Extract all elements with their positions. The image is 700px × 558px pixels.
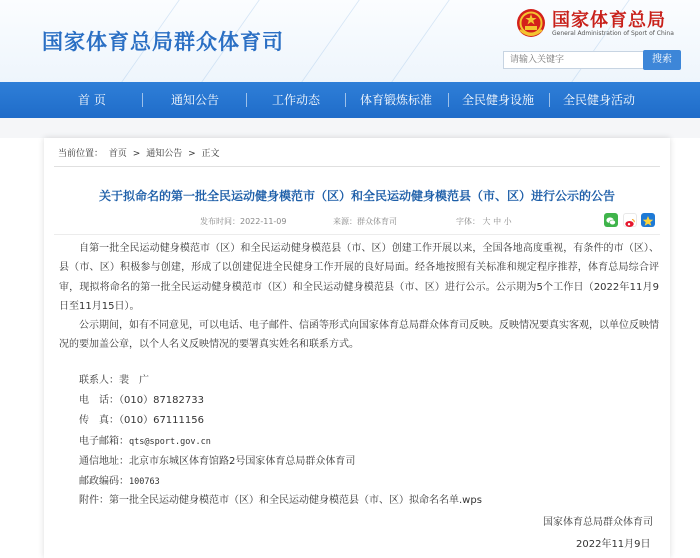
article-title: 关于拟命名的第一批全民运动健身模范市（区）和全民运动健身模范县（市、区）进行公示的公告 xyxy=(98,189,615,203)
paragraph: 自第一批全民运动健身模范市（区）和全民运动健身模范县（市、区）创建工作开展以来，全国各地高度重视，有条件的市（区）、县（市、区）积极参与创建，形成了以创建促进全民健身工作开展的良好局面。经各地按照有关标准和规定程序推荐，体育总局综合评审，现拟将命名的第一批全民运动健身模范市（区）和全民运动健身模范县（市、区）进行公示。公示期为5个工作日（2022年11月9日至11月15日）。 xyxy=(59,243,659,312)
site-header xyxy=(0,0,700,82)
search-input[interactable] xyxy=(503,51,645,69)
breadcrumb-item-notices[interactable]: 通知公告 xyxy=(146,149,183,159)
contact-address-value: 北京市东城区体育馆路2号国家体育总局群众体育司 xyxy=(129,456,356,467)
contact-postcode-value: 100763 xyxy=(129,477,160,487)
contact-phone xyxy=(79,391,204,406)
contact-phone-value: （010）87182733 xyxy=(119,395,204,406)
signature-date: 2022年11月9日 xyxy=(576,539,651,550)
article-source: 来源：群众体育司 xyxy=(333,217,397,226)
breadcrumb-separator: > xyxy=(188,149,196,159)
contact-email xyxy=(79,432,211,447)
brand-name[interactable]: 国家体育总局 xyxy=(552,10,666,31)
nav-item-home[interactable]: 首 页 xyxy=(78,93,106,107)
contact-postcode xyxy=(79,472,160,487)
contact-email-label: 电子邮箱： xyxy=(79,436,129,447)
divider xyxy=(54,166,660,167)
contact-fax-value: （010）67111156 xyxy=(119,415,204,426)
font-size-label: 字体： xyxy=(456,217,480,226)
breadcrumb-item-current: 正文 xyxy=(201,149,220,159)
nav-divider xyxy=(345,93,346,107)
nav-item-exercise-standards[interactable]: 体育锻炼标准 xyxy=(360,93,433,107)
wechat-share-icon[interactable] xyxy=(604,213,618,227)
contact-person xyxy=(79,371,149,386)
article-body xyxy=(59,239,659,355)
nav-item-notices[interactable]: 通知公告 xyxy=(171,93,220,107)
contact-person-value: 裴 广 xyxy=(119,375,149,386)
article-card xyxy=(44,138,670,558)
breadcrumb-label: 当前位置： xyxy=(58,149,104,159)
site-title[interactable]: 国家体育总局群众体育司 xyxy=(42,30,284,54)
divider xyxy=(54,234,660,235)
contact-postcode-label: 邮政编码： xyxy=(79,476,129,487)
nav-divider xyxy=(246,93,247,107)
attachment-link[interactable]: 第一批全民运动健身模范市（区）和全民运动健身模范县（市、区）拟命名名单.wps xyxy=(109,495,482,506)
nav-divider xyxy=(448,93,449,107)
national-emblem-icon xyxy=(515,6,547,40)
contact-email-value[interactable]: qts@sport.gov.cn xyxy=(129,437,211,447)
nav-divider xyxy=(142,93,143,107)
contact-fax xyxy=(79,411,204,426)
font-size-medium[interactable]: 中 xyxy=(493,217,502,226)
font-size-control xyxy=(456,216,512,227)
contact-address-label: 通信地址： xyxy=(79,456,129,467)
breadcrumb-separator: > xyxy=(132,149,141,159)
paragraph: 公示期间，如有不同意见，可以电话、电子邮件、信函等形式向国家体育总局群众体育司反映。反映情况要真实客观，以单位反映情况的要加盖公章，以个人名义反映情况的要署真实姓名和联系方式。 xyxy=(59,320,659,351)
nav-item-fitness-activities[interactable]: 全民健身活动 xyxy=(563,93,636,107)
brand-name-en: General Administration of Sport of China xyxy=(552,30,674,37)
publish-date: 发布时间：2022-11-09 xyxy=(200,217,287,226)
contact-address xyxy=(79,452,355,467)
font-size-large[interactable]: 大 xyxy=(482,217,491,226)
contact-fax-label: 传 真： xyxy=(79,415,119,426)
search-button[interactable]: 搜索 xyxy=(643,50,681,70)
breadcrumb xyxy=(58,146,223,159)
attachment xyxy=(79,491,482,506)
qzone-share-icon[interactable] xyxy=(641,213,655,227)
attachment-label: 附件： xyxy=(79,495,109,506)
nav-item-fitness-facilities[interactable]: 全民健身设施 xyxy=(462,93,535,107)
nav-item-work-news[interactable]: 工作动态 xyxy=(272,93,321,107)
nav-divider xyxy=(549,93,550,107)
font-size-small[interactable]: 小 xyxy=(503,217,512,226)
breadcrumb-item-home[interactable]: 首页 xyxy=(108,149,127,159)
weibo-share-icon[interactable] xyxy=(623,213,637,227)
main-nav xyxy=(0,82,700,118)
contact-phone-label: 电 话： xyxy=(79,395,119,406)
page-background-strip xyxy=(0,118,700,138)
contact-person-label: 联系人： xyxy=(79,375,119,386)
signature-org: 国家体育总局群众体育司 xyxy=(543,517,653,528)
